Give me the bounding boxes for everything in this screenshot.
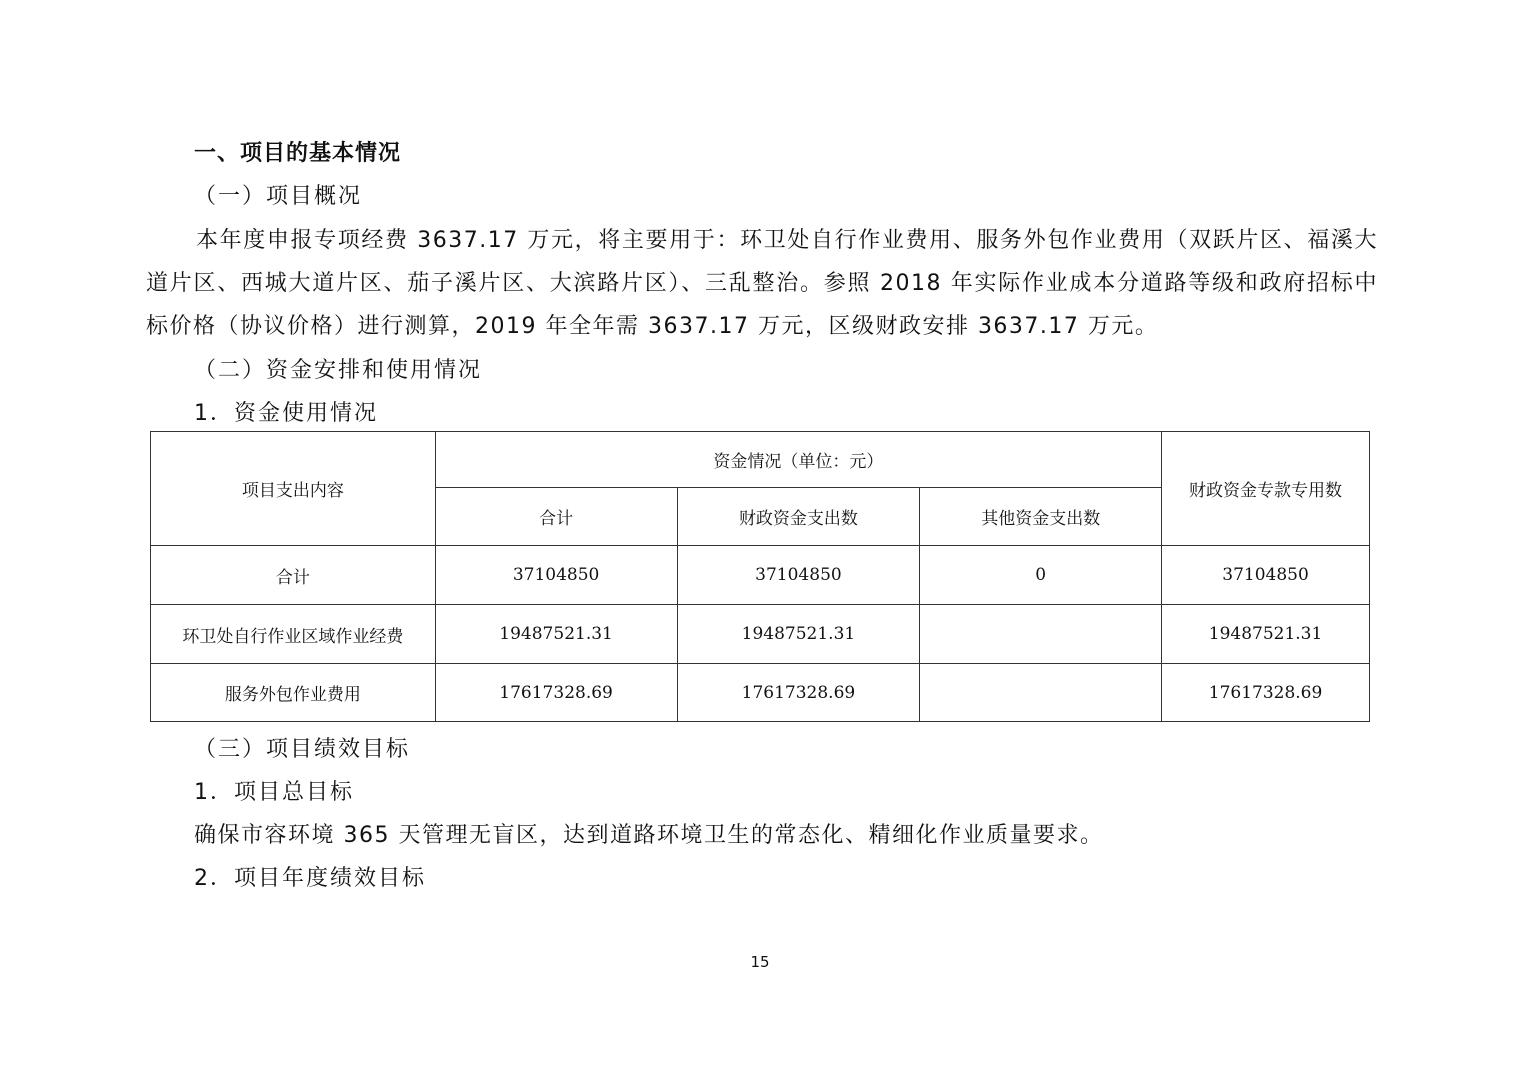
subheading-fund-usage: 1．资金使用情况 (194, 401, 378, 426)
cell-fiscal: 19487521.31 (677, 605, 920, 664)
fund-usage-table (150, 431, 1370, 722)
cell-fiscal: 17617328.69 (677, 664, 920, 722)
subheading-overall-goal: 1．项目总目标 (194, 780, 354, 805)
table-row (151, 605, 1370, 664)
header-special: 财政资金专款专用数 (1162, 432, 1370, 546)
cell-special: 17617328.69 (1162, 664, 1370, 722)
cell-other (920, 664, 1162, 722)
cell-other (920, 605, 1162, 664)
header-fiscal: 财政资金支出数 (677, 488, 920, 546)
header-other: 其他资金支出数 (920, 488, 1162, 546)
cell-item: 合计 (151, 546, 436, 605)
cell-item: 服务外包作业费用 (151, 664, 436, 722)
header-item: 项目支出内容 (151, 432, 436, 546)
cell-special: 37104850 (1162, 546, 1370, 605)
cell-other: 0 (920, 546, 1162, 605)
table-row (151, 546, 1370, 605)
page-number: 15 (750, 953, 770, 971)
table-header-row (151, 432, 1370, 488)
header-fund-group: 资金情况（单位：元） (435, 432, 1161, 488)
cell-total: 19487521.31 (435, 605, 677, 664)
cell-fiscal: 37104850 (677, 546, 920, 605)
subsection-heading-funds: （二）资金安排和使用情况 (194, 358, 483, 383)
overview-paragraph: 本年度申报专项经费 3637.17 万元，将主要用于：环卫处自行作业费用、服务外包作业费用（双跃片区、福溪大道片区、西城大道片区、茄子溪片区、大滨路片区）、三乱整治。参照 2018 年实际作业成本分道路等级和政府招标中标价格（协议价格）进行测算，2019 年全年需 3637.17 万元，区级财政安排 3637.17 万元。 (146, 228, 1378, 339)
table-row (151, 664, 1370, 722)
subsection-heading-overview: （一）项目概况 (194, 184, 363, 209)
cell-total: 37104850 (435, 546, 677, 605)
cell-total: 17617328.69 (435, 664, 677, 722)
cell-item: 环卫处自行作业区域作业经费 (151, 605, 436, 664)
subsection-heading-goals: （三）项目绩效目标 (194, 737, 411, 762)
header-total: 合计 (435, 488, 677, 546)
subheading-annual-goal: 2．项目年度绩效目标 (194, 866, 426, 891)
section-heading: 一、项目的基本情况 (194, 141, 402, 166)
overall-goal-text: 确保市容环境 365 天管理无盲区，达到道路环境卫生的常态化、精细化作业质量要求。 (194, 823, 1104, 848)
cell-special: 19487521.31 (1162, 605, 1370, 664)
